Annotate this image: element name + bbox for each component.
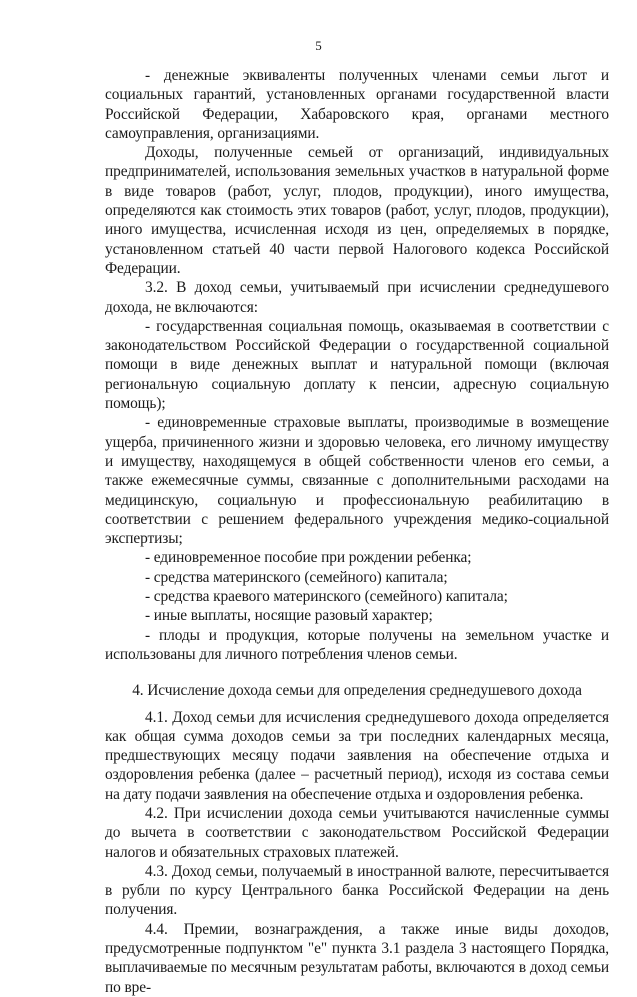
paragraph: - государственная социальная помощь, оказываемая в соответствии с законодательством Российской Федерации о государственной социальной помощи в виде денежных выплат и натуральной помощи (включая региональную социальную доплату к пенсии, адресную социальную помощь);: [105, 317, 609, 413]
document-body: [105, 66, 609, 997]
paragraph: - иные выплаты, носящие разовый характер;: [145, 607, 433, 625]
paragraph: - средства краевого материнского (семейного) капитала;: [145, 588, 508, 606]
paragraph: 4.3. Доход семьи, получаемый в иностранной валюте, пересчитывается в рубли по курсу Центрального банка Российской Федерации на день получения.: [105, 862, 609, 919]
paragraph: 3.2. В доход семьи, учитываемый при исчислении среднедушевого дохода, не включаются:: [105, 279, 609, 316]
paragraph: 4.2. При исчислении дохода семьи учитываются начисленные суммы до вычета в соответствии с законодательством Российской Федерации налогов и обязательных страховых платежей.: [105, 804, 609, 861]
paragraph: - единовременные страховые выплаты, производимые в возмещение ущерба, причиненного жизни и здоровью человека, его личному имуществу и имуществу, находящемуся в общей собственности членов его семьи, а также ежемесячные суммы, связанные с дополнительными расходами на медицинскую, социальную и профессиональную реабилитацию в соответствии с решением федерального учреждения медико-социальной экспертизы;: [105, 414, 609, 548]
paragraph: 4.4. Премии, вознаграждения, а также иные виды доходов, предусмотренные подпунктом "е" пункта 3.1 раздела 3 настоящего Порядка, выплачиваемые по месячным результатам работы, включаются в доход семьи по вре-: [105, 920, 609, 996]
paragraph: - единовременное пособие при рождении ребенка;: [145, 549, 472, 567]
paragraph: - денежные эквиваленты полученных членами семьи льгот и социальных гарантий, установленных органами государственной власти Российской Федерации, Хабаровского края, органами местного самоуправления, организациями.: [105, 67, 609, 142]
paragraph: 4.1. Доход семьи для исчисления среднедушевого дохода определяется как общая сумма доходов семьи за три последних календарных месяца, предшествующих месяцу подачи заявления на обеспечение отдыха и оздоровления ребенка (далее – расчетный период), исходя из состава семьи на дату подачи заявления на обеспечение отдыха и оздоровления ребенка.: [105, 708, 609, 803]
paragraph: - плоды и продукция, которые получены на земельном участке и использованы для личного потребления членов семьи.: [105, 626, 609, 663]
page-number: 5: [315, 38, 322, 53]
paragraph: Доходы, полученные семьей от организаций, индивидуальных предпринимателей, использования земельных участков в натуральной форме в виде товаров (работ, услуг, плодов, продукции), иного имущества, определяются как стоимость этих товаров (работ, услуг, плодов, продукции), иного имущества, исчисленная исходя из цен, определяемых в порядке, установленном статьей 40 части первой Налогового кодекса Российской Федерации.: [105, 144, 609, 277]
paragraph: - средства материнского (семейного) капитала;: [145, 568, 448, 586]
section-heading: 4. Исчисление дохода семьи для определения среднедушевого дохода: [132, 682, 582, 700]
